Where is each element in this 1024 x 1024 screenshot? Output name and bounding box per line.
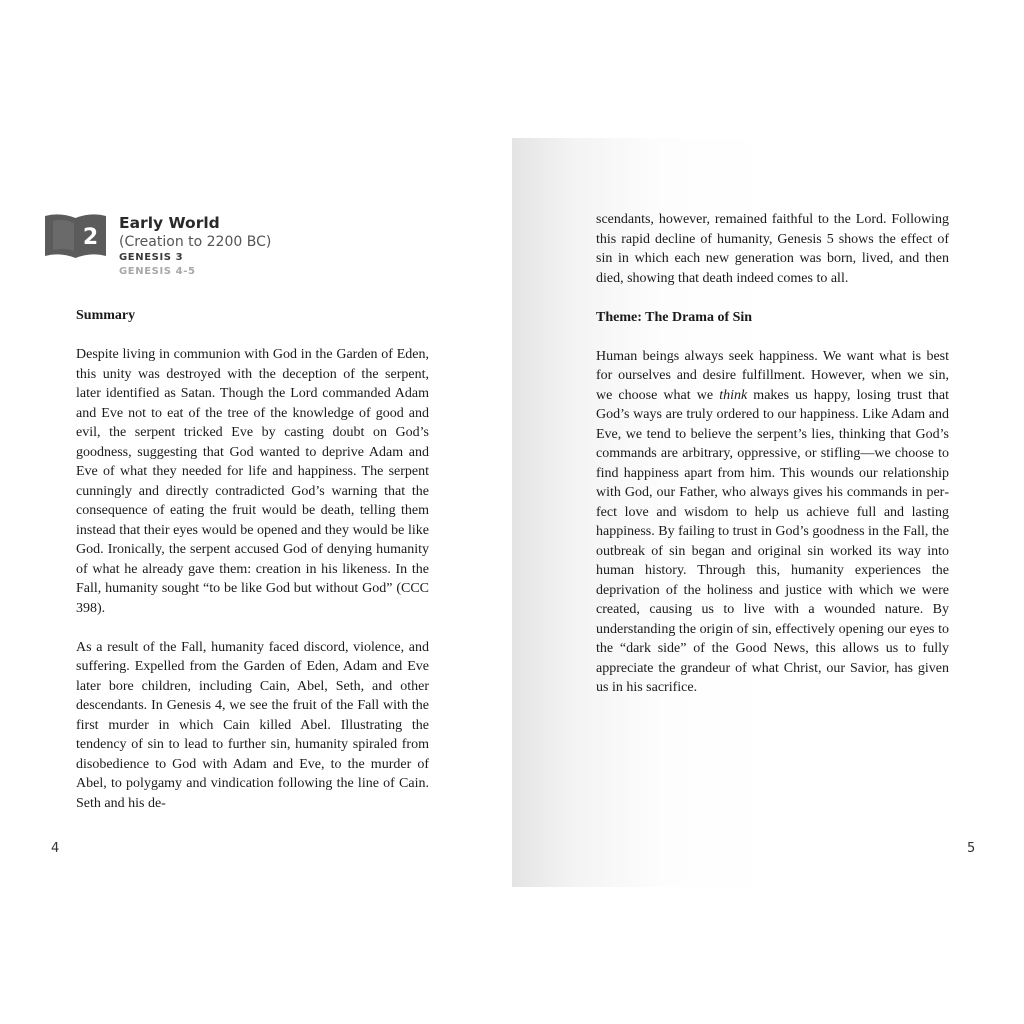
theme-text-1: Human beings always seek happiness. We want what is best for ourselves and desire fulfillment. However, when we sin, we choose what we [596,348,949,403]
theme-italic-word: think [719,387,748,403]
chapter-number: 2 [82,225,99,250]
summary-heading: Summary [76,308,136,323]
reading-genesis-3: GENESIS 3 [119,252,184,263]
left-text-column [76,306,429,833]
theme-paragraph [596,347,949,698]
summary-paragraph-1: Despite living in communion with God in the Garden of Eden, this unity was destroyed with the deception of the serpent, later identified as Satan. Though the Lord commanded Adam and Eve not to eat of the tree of the knowledge of good and evil, the serpent tricked Eve by casting doubt on God’s goodness, suggesting that God wanted to deprive Adam and Eve of what they needed for life and happiness. The serpent cunningly and directly contradicted God’s warning that the consequence of eating the fruit would be death, telling them instead that their eyes would be opened and they would be like God. Ironically, the serpent accused God of denying humanity of what he already gave them: creation in his likeness. In the Fall, humanity sought “to be like God but without God” (CCC 398). [76,347,429,616]
theme-text-2: makes us happy, losing trust that God’s ways are truly ordered to our happiness. Like Adam and Eve, we tend to believe the serpent’s lies, thinking that God’s commands are arbitrary, oppressive, or stifling—we choose to find happiness apart from him. This wounds our relationship with God, our Father, who always gives his commands in perfect love and wisdom to help us achieve full and lasting happiness. By failing to trust in God’s goodness in the Fall, the outbreak of sin began and original sin worked its way into human history. Through this, humanity experiences the deprivation of the holiness and justice with which we were created, causing us to live with a wounded nature. By understanding the origin of sin, effectively opening our eyes to the “dark side” of the Good News, this allows us to fully appreciate the grandeur of what Christ, our Savior, has given us in his sacrifice. [596,387,949,695]
era-title: Early World [119,214,220,232]
reading-genesis-4-5: GENESIS 4-5 [119,266,196,277]
theme-heading: Theme: The Drama of Sin [596,309,753,325]
era-dates: (Creation to 2200 BC) [119,234,272,250]
open-book-icon [44,213,107,259]
page-number-right: 5 [967,841,976,856]
page-number-left: 4 [51,841,60,856]
continuation-paragraph: scendants, however, remained faithful to the Lord. Following this rapid decline of humanity, Genesis 5 shows the effect of sin in which each new generation was born, lived, and then died, showing that death indeed comes to all. [596,212,949,286]
summary-paragraph-2: As a result of the Fall, humanity faced discord, violence, and suffering. Expelled from the Garden of Eden, Adam and Eve later bore children, including Cain, Abel, Seth, and other descendants. In Genesis 4, we see the fruit of the Fall with the first murder in which Cain killed Abel. Illustrating the tendency of sin to lead to further sin, humanity spiraled from disobedience to God with Adam and Eve, to the murder of Abel, to polygamy and vindication following the line of Cain. Seth and his de- [76,639,429,811]
chapter-header [119,213,271,279]
right-text-column [596,210,949,717]
